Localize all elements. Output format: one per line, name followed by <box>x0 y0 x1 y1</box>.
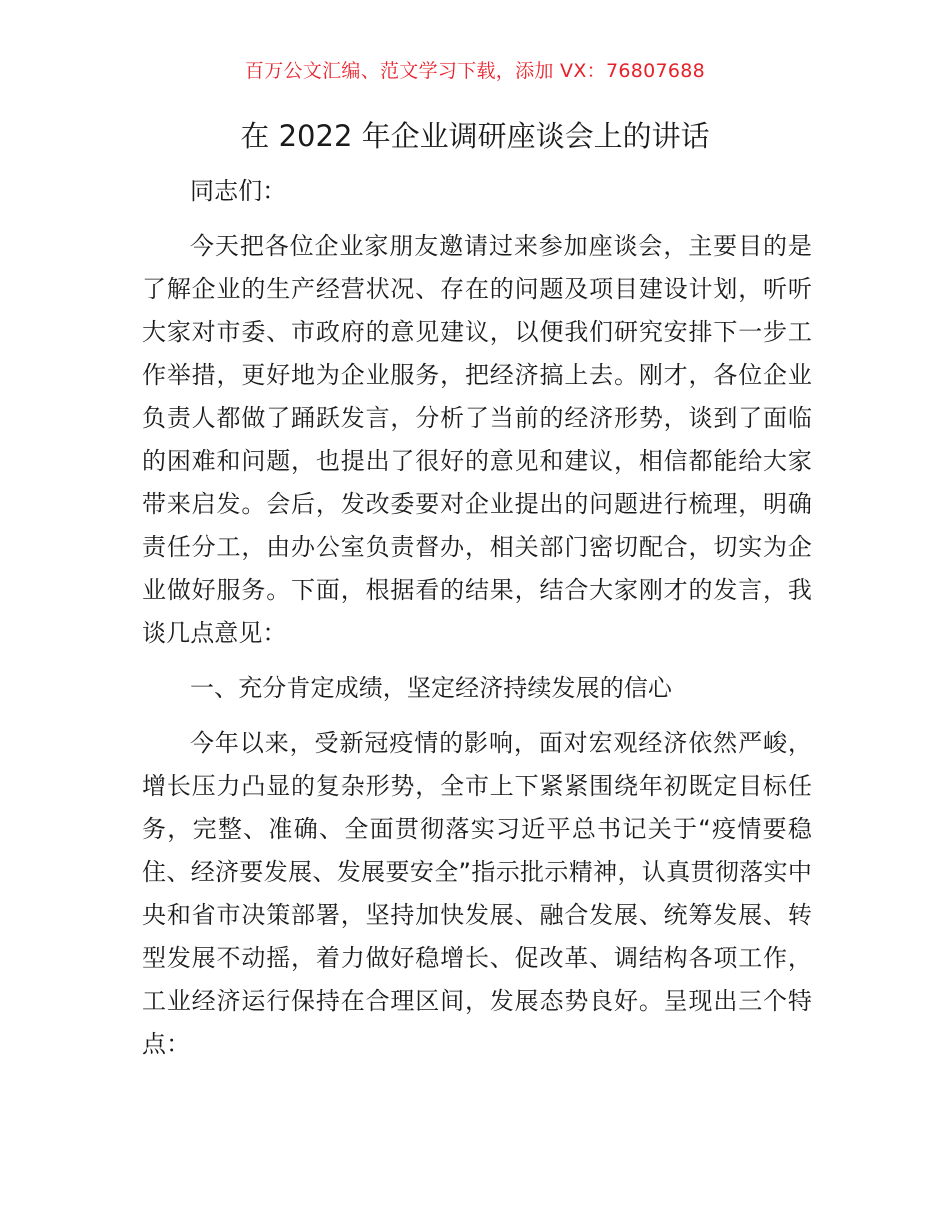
document-body <box>142 170 812 1078</box>
watermark-banner: 百万公文汇编、范文学习下载，添加 VX：76807688 <box>244 60 706 82</box>
document-title: 在 2022 年企业调研座谈会上的讲话 <box>240 119 710 153</box>
paragraph-section-1: 今年以来，受新冠疫情的影响，面对宏观经济依然严峻，增长压力凸显的复杂形势，全市上下紧紧围绕年初既定目标任务，完整、准确、全面贯彻落实习近平总书记关于“疫情要稳住、经济要发展、发展要安全”指示批示精神，认真贯彻落实中央和省市决策部署，坚持加快发展、融合发展、统筹发展、转型发展不动摇，着力做好稳增长、促改革、调结构各项工作，工业经济运行保持在合理区间，发展态势良好。呈现出三个特点： <box>142 729 812 1058</box>
section-heading-1: 一、充分肯定成绩，坚定经济持续发展的信心 <box>190 674 672 702</box>
paragraph-intro: 今天把各位企业家朋友邀请过来参加座谈会，主要目的是了解企业的生产经营状况、存在的问题及项目建设计划，听听大家对市委、市政府的意见建议，以便我们研究安排下一步工作举措，更好地为企业服务，把经济搞上去。刚才，各位企业负责人都做了踊跃发言，分析了当前的经济形势，谈到了面临的困难和问题，也提出了很好的意见和建议，相信都能给大家带来启发。会后，发改委要对企业提出的问题进行梳理，明确责任分工，由办公室负责督办，相关部门密切配合，切实为企业做好服务。下面，根据看的结果，结合大家刚才的发言，我谈几点意见： <box>142 232 812 647</box>
salutation: 同志们： <box>190 177 287 205</box>
